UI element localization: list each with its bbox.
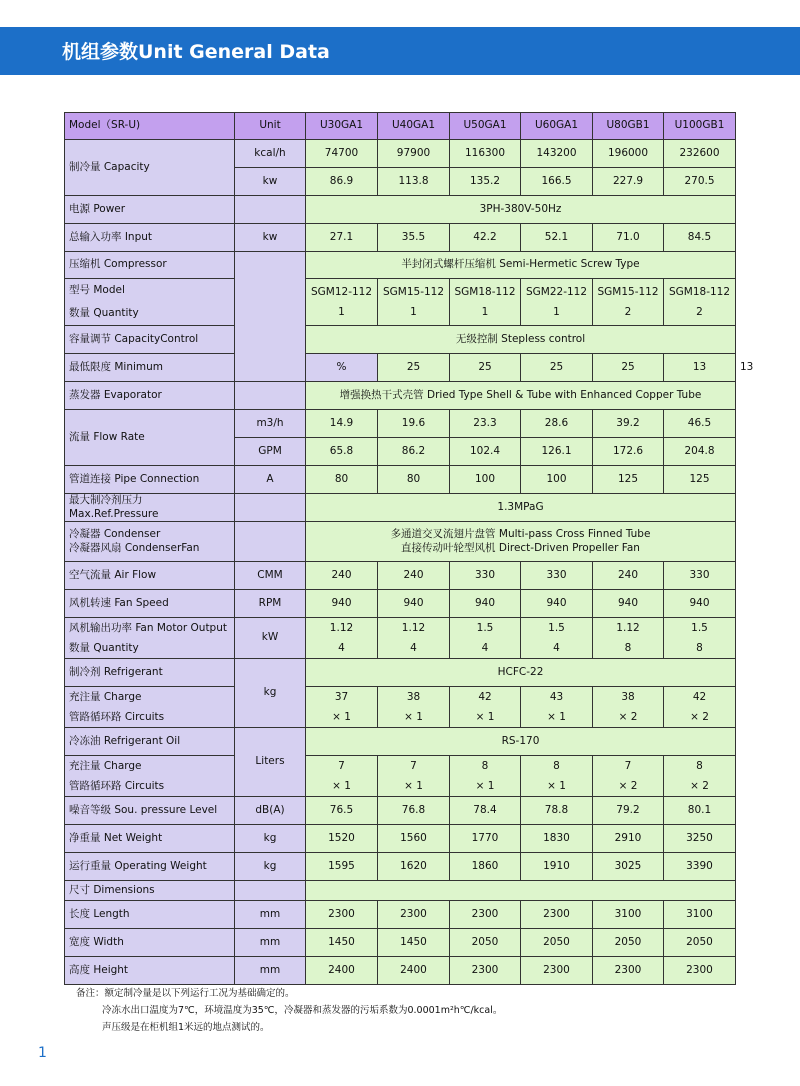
note-line: 声压级是在柜机组1米远的地点测试的。 — [102, 1022, 270, 1033]
oil-cell — [521, 756, 593, 797]
value-cell: 940 — [450, 590, 521, 618]
value-cell: 78.8 — [521, 797, 593, 825]
length-label: 长度 Length — [65, 901, 235, 929]
compressor-model: SGM15-112 — [597, 286, 659, 298]
charge-value: 7 — [338, 760, 345, 772]
unit-cell: kW — [235, 618, 306, 659]
unit-cell: CMM — [235, 562, 306, 590]
value-cell: 125 — [664, 466, 736, 494]
oil-type: RS-170 — [306, 728, 736, 756]
table-row — [65, 252, 736, 279]
value-cell: 86.9 — [306, 168, 378, 196]
table-row — [65, 279, 736, 326]
charge-value: 37 — [334, 691, 349, 703]
table-row — [65, 728, 736, 756]
value-cell: 204.8 — [664, 438, 736, 466]
header-model-name: U50GA1 — [450, 113, 521, 140]
refrigerant-cell — [664, 687, 736, 728]
table-row — [65, 140, 736, 168]
value-cell: 232600 — [664, 140, 736, 168]
compressor-model: SGM15-112 — [382, 286, 445, 298]
circuits-value: × 1 — [547, 711, 566, 723]
header-row — [65, 113, 736, 140]
unit-cell: kw — [235, 168, 306, 196]
net-weight-label: 净重量 Net Weight — [65, 825, 235, 853]
value-cell: 84.5 — [664, 224, 736, 252]
fanqty-value: 8 — [624, 642, 632, 654]
unit-cell: RPM — [235, 590, 306, 618]
value-cell: 25 — [378, 354, 450, 382]
value-cell: 1860 — [450, 853, 521, 881]
charge-value: 42 — [478, 691, 492, 703]
compressor-cell — [593, 279, 664, 326]
footnotes — [76, 985, 502, 1036]
value-cell: 3250 — [664, 825, 736, 853]
compressor-cell — [521, 279, 593, 326]
spec-table — [64, 112, 754, 985]
value-cell: 3025 — [593, 853, 664, 881]
value-cell: 1450 — [306, 929, 378, 957]
value-cell: 113.8 — [378, 168, 450, 196]
fan-cell — [306, 618, 378, 659]
value-cell: 2400 — [378, 957, 450, 985]
unit-cell: A — [235, 466, 306, 494]
value-cell: 330 — [450, 562, 521, 590]
oil-cell — [664, 756, 736, 797]
compressor-model-qty-label — [65, 279, 235, 326]
refrigerant-cell — [306, 687, 378, 728]
dimensions-label: 尺寸 Dimensions — [65, 881, 235, 901]
width-label: 宽度 Width — [65, 929, 235, 957]
value-cell: 25 — [521, 354, 593, 382]
oil-charge-circuits-label — [65, 756, 235, 797]
value-cell: 1830 — [521, 825, 593, 853]
fanqty-value: 4 — [410, 642, 417, 654]
value-cell: 227.9 — [593, 168, 664, 196]
compressor-qty: 1 — [553, 306, 560, 318]
fanmotor-value: 1.5 — [476, 622, 494, 634]
value-cell: 330 — [521, 562, 593, 590]
unit-cell: GPM — [235, 438, 306, 466]
compressor-qty: 1 — [481, 306, 489, 318]
table-row — [65, 224, 736, 252]
value-cell: 80 — [306, 466, 378, 494]
circuits-value: × 2 — [618, 780, 638, 792]
value-cell: 1595 — [306, 853, 378, 881]
value-cell: 2050 — [664, 929, 736, 957]
unit-cell: kg — [235, 853, 306, 881]
fanmotor-value: 1.12 — [401, 622, 426, 634]
oil-cell — [593, 756, 664, 797]
value-cell: 78.4 — [450, 797, 521, 825]
compressor-cell — [450, 279, 521, 326]
value-cell: 76.8 — [378, 797, 450, 825]
unit-cell — [235, 196, 306, 224]
value-cell: 940 — [521, 590, 593, 618]
value-cell: 1520 — [306, 825, 378, 853]
value-cell: 19.6 — [378, 410, 450, 438]
charge-value: 7 — [624, 760, 632, 772]
table-row — [65, 881, 736, 901]
value-cell: 125 — [593, 466, 664, 494]
note-line: 冷冻水出口温度为7℃，环境温度为35℃，冷凝器和蒸发器的污垢系数为0.0001m²h℃/kcal。 — [102, 1005, 503, 1016]
compressor-cell — [664, 279, 736, 326]
condenser-label-line: 冷凝器 Condenser — [69, 528, 161, 541]
value-cell: 240 — [306, 562, 378, 590]
header-model-name: U30GA1 — [306, 113, 378, 140]
fanqty-value: 4 — [338, 642, 345, 654]
header-unit: Unit — [235, 113, 306, 140]
page-title: 机组参数Unit General Data — [62, 41, 330, 63]
compressor-qty: 1 — [338, 306, 345, 318]
fan-cell — [593, 618, 664, 659]
charge-value: 38 — [621, 691, 635, 703]
value-cell: 2300 — [521, 901, 593, 929]
value-cell: 940 — [593, 590, 664, 618]
oil-cell — [306, 756, 378, 797]
charge-label: 充注量 Charge — [69, 691, 142, 703]
refrigerant-cell — [593, 687, 664, 728]
value-cell: 100 — [521, 466, 593, 494]
capacity-control-label: 容量调节 CapacityControl — [65, 326, 235, 354]
charge-value: 8 — [481, 760, 489, 772]
compressor-cell — [378, 279, 450, 326]
value-cell: 80 — [378, 466, 450, 494]
value-cell: 1560 — [378, 825, 450, 853]
value-cell: 80.1 — [664, 797, 736, 825]
compressor-label: 压缩机 Compressor — [65, 252, 235, 279]
table-row — [65, 825, 736, 853]
condenser-fan-label-line: 冷凝器风扇 CondenserFan — [69, 541, 200, 554]
value-cell: 76.5 — [306, 797, 378, 825]
fanmotor-value: 1.12 — [616, 622, 640, 634]
unit-cell — [235, 522, 306, 562]
circuits-label: 管路循环路 Circuits — [69, 711, 165, 723]
charge-value: 7 — [410, 760, 417, 772]
fanspeed-label: 风机转速 Fan Speed — [65, 590, 235, 618]
value-cell: 2400 — [306, 957, 378, 985]
value-cell: 39.2 — [593, 410, 664, 438]
value-cell: 35.5 — [378, 224, 450, 252]
circuits-value: × 2 — [618, 711, 638, 723]
unit-cell: kw — [235, 224, 306, 252]
value-cell: 143200 — [521, 140, 593, 168]
circuits-value: × 1 — [404, 780, 423, 792]
value-cell: 270.5 — [664, 168, 736, 196]
circuits-value: × 1 — [475, 780, 495, 792]
minimum-label: 最低限度 Minimum — [65, 354, 235, 382]
evaporator-type: 增强换热干式壳管 Dried Type Shell & Tube with Enhanced Copper Tube — [306, 382, 736, 410]
table-row — [65, 494, 736, 522]
refrigerant-cell — [378, 687, 450, 728]
charge-label: 充注量 Charge — [69, 760, 142, 772]
table-row — [65, 957, 736, 985]
compressor-qty: 2 — [696, 306, 703, 318]
table-row — [65, 410, 736, 438]
fan-cell — [664, 618, 736, 659]
fanmotor-label: 风机输出功率 Fan Motor Output — [69, 622, 227, 634]
input-label: 总输入功率 Input — [65, 224, 235, 252]
unit-cell: m3/h — [235, 410, 306, 438]
value-cell: 25 — [593, 354, 664, 382]
unit-cell — [235, 252, 306, 382]
max-pressure-value: 1.3MPaG — [306, 494, 736, 522]
value-cell: 1450 — [378, 929, 450, 957]
circuits-value: × 1 — [547, 780, 566, 792]
fanqty-value: 4 — [553, 642, 560, 654]
circuits-value: × 1 — [332, 780, 351, 792]
fan-cell — [378, 618, 450, 659]
page-number: 1 — [38, 1045, 47, 1061]
table-row — [65, 196, 736, 224]
power-label: 电源 Power — [65, 196, 235, 224]
unit-cell: mm — [235, 929, 306, 957]
compressor-model: SGM18-112 — [454, 286, 516, 298]
table-row — [65, 562, 736, 590]
circuits-value: × 2 — [690, 711, 709, 723]
height-label: 高度 Height — [65, 957, 235, 985]
value-cell: 172.6 — [593, 438, 664, 466]
charge-value: 38 — [406, 691, 421, 703]
fan-cell — [450, 618, 521, 659]
table-row — [65, 659, 736, 687]
table-row: 最低限度 Minimum % 25 25 25 25 13 13 — [65, 354, 736, 382]
value-cell: 2910 — [593, 825, 664, 853]
refrigerant-cell — [450, 687, 521, 728]
compressor-qty: 1 — [410, 306, 417, 318]
op-weight-label: 运行重量 Operating Weight — [65, 853, 235, 881]
unit-cell: kcal/h — [235, 140, 306, 168]
circuits-value: × 2 — [690, 780, 709, 792]
compressor-model: SGM12-112 — [310, 286, 373, 298]
pipe-label: 管道连接 Pipe Connection — [65, 466, 235, 494]
compressor-type: 半封闭式螺杆压缩机 Semi-Hermetic Screw Type — [306, 252, 736, 279]
value-cell: 23.3 — [450, 410, 521, 438]
value-cell: 2050 — [521, 929, 593, 957]
unit-cell: kg — [235, 825, 306, 853]
value-cell: 3100 — [593, 901, 664, 929]
value-cell: 330 — [664, 562, 736, 590]
max-pressure-label: 最大制冷剂压力Max.Ref.Pressure — [65, 494, 235, 522]
circuits-label: 管路循环路 Circuits — [69, 780, 165, 792]
oil-label: 冷冻油 Refrigerant Oil — [65, 728, 235, 756]
value-cell: 46.5 — [664, 410, 736, 438]
refrigerant-type: HCFC-22 — [306, 659, 736, 687]
value-cell: 240 — [593, 562, 664, 590]
header-model-name: U60GA1 — [521, 113, 593, 140]
value-cell: 940 — [306, 590, 378, 618]
value-cell: 71.0 — [593, 224, 664, 252]
value-cell: 74700 — [306, 140, 378, 168]
unit-cell: % — [306, 354, 378, 382]
unit-cell: kg — [235, 659, 306, 728]
value-cell: 86.2 — [378, 438, 450, 466]
fanmotor-value: 1.5 — [548, 622, 565, 634]
header-model-name: U40GA1 — [378, 113, 450, 140]
value-cell: 42.2 — [450, 224, 521, 252]
circuits-value: × 1 — [404, 711, 423, 723]
charge-value: 8 — [696, 760, 703, 772]
fanmotor-qty-label — [65, 618, 235, 659]
value-cell: 2300 — [306, 901, 378, 929]
table-row — [65, 382, 736, 410]
value-cell: 1770 — [450, 825, 521, 853]
table-row — [65, 929, 736, 957]
value-cell: 97900 — [378, 140, 450, 168]
value-cell: 196000 — [593, 140, 664, 168]
value-cell: 3390 — [664, 853, 736, 881]
value-cell: 1620 — [378, 853, 450, 881]
noise-label: 噪音等级 Sou. pressure Level — [65, 797, 235, 825]
condenser-type-line: 多通道交叉流翅片盘管 Multi-pass Cross Finned Tube — [390, 528, 651, 541]
capacity-control-value: 无级控制 Stepless control — [306, 326, 736, 354]
circuits-value: × 1 — [332, 711, 351, 723]
fanqty-value: 4 — [481, 642, 489, 654]
title-banner — [0, 27, 800, 75]
value-cell: 2300 — [450, 901, 521, 929]
value-cell: 2050 — [593, 929, 664, 957]
value-cell: 940 — [378, 590, 450, 618]
compressor-cell — [306, 279, 378, 326]
table-row — [65, 853, 736, 881]
value-cell: 100 — [450, 466, 521, 494]
oil-cell — [378, 756, 450, 797]
value-cell: 166.5 — [521, 168, 593, 196]
header-model-name: U100GB1 — [664, 113, 736, 140]
table-row — [65, 797, 736, 825]
compressor-qty: 2 — [624, 306, 632, 318]
capacity-label: 制冷量 Capacity — [65, 140, 235, 196]
note-line: 备注：额定制冷量是以下列运行工况为基础确定的。 — [76, 988, 295, 999]
condenser-fan-type-line: 直接传动叶轮型风机 Direct-Driven Propeller Fan — [401, 541, 640, 554]
value-cell: 2300 — [378, 901, 450, 929]
oil-cell — [450, 756, 521, 797]
condenser-type — [306, 522, 736, 562]
value-cell: 79.2 — [593, 797, 664, 825]
value-cell: 2300 — [593, 957, 664, 985]
fanqty-label: 数量 Quantity — [69, 642, 139, 654]
power-value: 3PH-380V-50Hz — [306, 196, 736, 224]
refrigerant-label: 制冷剂 Refrigerant — [65, 659, 235, 687]
dimensions-spacer — [306, 881, 736, 901]
airflow-label: 空气流量 Air Flow — [65, 562, 235, 590]
unit-cell: Liters — [235, 728, 306, 797]
unit-cell: mm — [235, 901, 306, 929]
value-cell: 135.2 — [450, 168, 521, 196]
quantity-label: 数量 Quantity — [69, 307, 139, 319]
value-cell: 27.1 — [306, 224, 378, 252]
unit-cell — [235, 382, 306, 410]
circuits-value: × 1 — [475, 711, 495, 723]
refrigerant-charge-circuits-label — [65, 687, 235, 728]
header-model: Model（SR-U) — [65, 113, 235, 140]
value-cell: 2300 — [450, 957, 521, 985]
value-cell: 28.6 — [521, 410, 593, 438]
value-cell: 3100 — [664, 901, 736, 929]
table-row — [65, 756, 736, 797]
flow-label: 流量 Flow Rate — [65, 410, 235, 466]
refrigerant-cell — [521, 687, 593, 728]
fan-cell — [521, 618, 593, 659]
compressor-model: SGM22-112 — [525, 286, 588, 298]
compressor-model: SGM18-112 — [668, 286, 731, 298]
value-cell: 2300 — [521, 957, 593, 985]
value-cell: 13 — [664, 354, 736, 382]
value-cell: 126.1 — [521, 438, 593, 466]
table-row — [65, 901, 736, 929]
table-row — [65, 466, 736, 494]
fanmotor-value: 1.12 — [329, 622, 354, 634]
condenser-label — [65, 522, 235, 562]
evaporator-label: 蒸发器 Evaporator — [65, 382, 235, 410]
header-model-name: U80GB1 — [593, 113, 664, 140]
fanmotor-value: 1.5 — [691, 622, 708, 634]
value-cell: 2300 — [664, 957, 736, 985]
table-row — [65, 687, 736, 728]
unit-cell — [235, 494, 306, 522]
value-cell: 102.4 — [450, 438, 521, 466]
charge-value: 8 — [553, 760, 560, 772]
unit-cell: dB(A) — [235, 797, 306, 825]
value-cell: 2050 — [450, 929, 521, 957]
value-cell: 116300 — [450, 140, 521, 168]
model-label: 型号 Model — [69, 284, 125, 296]
unit-cell: mm — [235, 957, 306, 985]
value-cell: 65.8 — [306, 438, 378, 466]
table-row — [65, 618, 736, 659]
value-cell: 940 — [664, 590, 736, 618]
value-cell: 240 — [378, 562, 450, 590]
value-cell: 52.1 — [521, 224, 593, 252]
value-cell: 25 — [450, 354, 521, 382]
table-row — [65, 590, 736, 618]
table-row — [65, 326, 736, 354]
charge-value: 43 — [549, 691, 564, 703]
value-cell: 14.9 — [306, 410, 378, 438]
charge-value: 42 — [692, 691, 707, 703]
fanqty-value: 8 — [696, 642, 703, 654]
value-cell: 1910 — [521, 853, 593, 881]
unit-cell — [235, 881, 306, 901]
table-row — [65, 522, 736, 562]
